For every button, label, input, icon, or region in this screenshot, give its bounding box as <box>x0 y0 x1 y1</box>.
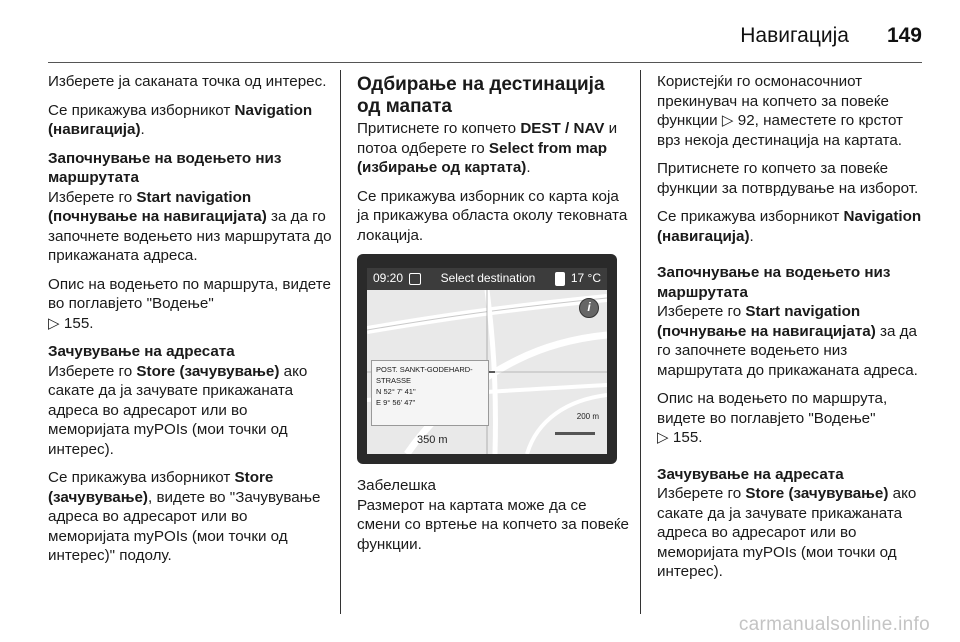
paragraph: Изберете го Start navigation (почнување на навигацијата) за да го започнете водењето низ маршрутата до прикажаната адреса. <box>48 188 332 264</box>
paragraph: Се прикажува изборникот Navigation (навигација). <box>657 208 922 245</box>
arrow-reference-icon: ▷ <box>721 112 734 129</box>
column-2 <box>357 72 633 563</box>
section-heading: Зачувување на адресата <box>48 343 235 360</box>
watermark: carmanualsonline.info <box>738 614 930 635</box>
note-heading: Забелешка <box>357 477 437 494</box>
screen-temperature: 17 °C <box>570 271 601 286</box>
section-heading: Зачувување на адресата <box>657 465 844 483</box>
navigation-screen-figure <box>357 254 617 464</box>
screen-display <box>367 268 607 454</box>
column-1 <box>48 72 332 575</box>
paragraph: Притиснете го копчето за повеќе функции за потврдување на изборот. <box>657 160 919 197</box>
paragraph: Изберете го Store (зачувување) ако сакате да ја зачувате прикажаната адреса во адресарот или во меморијата myPOIs (мои точки од интерес). <box>657 485 917 580</box>
screen-title: Select destination <box>440 271 536 286</box>
paragraph: Изберете го Store (зачувување) ако сакате да ја зачувате прикажаната адреса во адресарот или во меморијата myPOIs (мои точки од интерес). <box>48 362 308 458</box>
paragraph: Изберете ја саканата точка од интерес. <box>48 73 327 90</box>
note-text: Размерот на картата може да се смени со вртење на копчето за повеќе функции. <box>357 496 630 553</box>
paragraph: Се прикажува изборник со карта која ја прикажува областа околу тековната локација. <box>357 187 628 244</box>
phone-icon <box>555 272 565 286</box>
page-number: 149 <box>886 24 922 47</box>
map-scale-left: 350 m <box>417 433 448 446</box>
paragraph: Се прикажува изборникот Store (зачувување), видете во "Зачувување адреса во адресарот или во меморијата myPOIs (мои точки од интерес)" подолу. <box>48 469 321 564</box>
address-info-box <box>371 360 489 426</box>
page-title: Навигација <box>740 24 849 47</box>
paragraph: Изберете го Start navigation (почнување на навигацијата) за да го започнете водењето низ маршрутата до прикажаната адреса. <box>657 303 918 379</box>
paragraph: Се прикажува изборникот Navigation (навигација). <box>48 101 313 138</box>
paragraph: Опис на водењето по маршрута, видете во поглавјето "Водење" ▷ 155. <box>657 390 888 446</box>
arrow-reference-icon: ▷ <box>48 314 60 332</box>
column-divider-2 <box>640 70 641 614</box>
section-heading: Започнување на водењето низ маршрутата <box>657 264 891 301</box>
info-icon: i <box>579 298 599 318</box>
longitude: E 9° 56' 47" <box>376 398 416 407</box>
paragraph: Користејќи го осмонасочниот прекинувач на копчето за повеќе функции ▷ 92, наместете го крстот врз некоја дестинација на картата. <box>657 73 904 149</box>
column-divider-1 <box>340 70 341 614</box>
section-title: Одбирање на дестинација од мапата <box>357 74 605 117</box>
paragraph: Опис на водењето по маршрута, видете во поглавјето "Водење" ▷ 155. <box>48 275 331 332</box>
header-rule <box>48 62 922 63</box>
page-header <box>48 16 922 56</box>
street-name: POST. SANKT-GODEHARD-STRASSE <box>376 365 473 385</box>
latitude: N 52° 7' 41" <box>376 387 416 396</box>
section-heading: Започнување на водењето низ маршрутата <box>48 149 282 186</box>
screen-time: 09:20 <box>373 271 404 286</box>
back-icon <box>409 273 421 285</box>
column-3 <box>657 72 927 591</box>
arrow-reference-icon: ▷ <box>657 429 669 446</box>
paragraph: Притиснете го копчето DEST / NAV и потоа одберете го Select from map (избирање од картата). <box>357 120 618 176</box>
screen-status-bar <box>367 268 607 290</box>
map-scale-right: 200 m <box>576 411 599 421</box>
